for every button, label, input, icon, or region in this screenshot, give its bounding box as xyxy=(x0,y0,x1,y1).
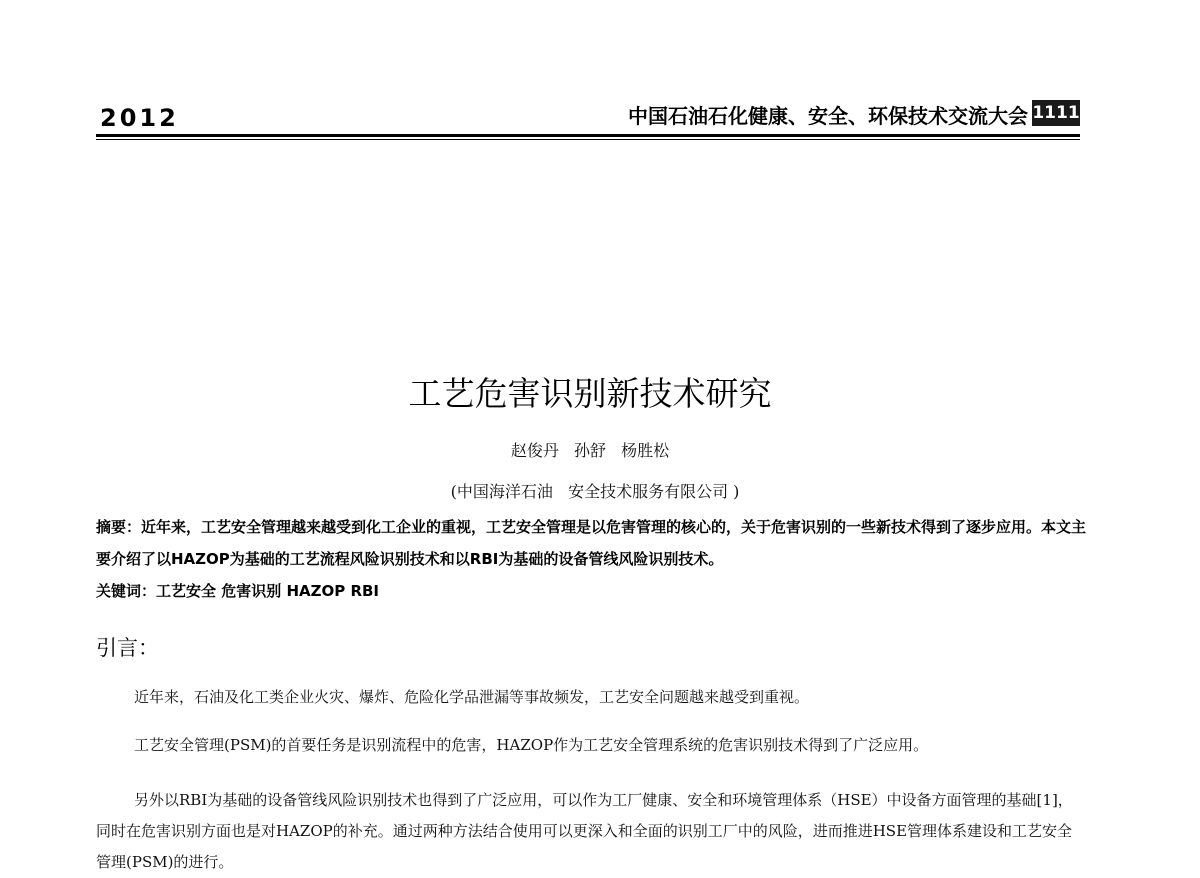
paragraph-2: 工艺安全管理(PSM)的首要任务是识别流程中的危害，HAZOP作为工艺安全管理系统的危害识别技术得到了广泛应用。 xyxy=(134,736,929,754)
article-title: 工艺危害识别新技术研究 xyxy=(408,374,772,413)
article-affiliation: (中国海洋石油 安全技术服务有限公司 ) xyxy=(450,482,740,501)
keywords-text: 关键词：工艺安全 危害识别 HAZOP RBI xyxy=(96,582,380,600)
header-rule-thick xyxy=(96,134,1080,137)
header-year: 2012 xyxy=(100,104,179,132)
page-header xyxy=(96,96,1080,136)
header-conference-title: 中国石油石化健康、安全、环保技术交流大会 xyxy=(628,104,1028,128)
article-authors: 赵俊丹 孙舒 杨胜松 xyxy=(510,441,670,460)
paragraph-1: 近年来，石油及化工类企业火灾、爆炸、危险化学品泄漏等事故频发，工艺安全问题越来越受到重视。 xyxy=(134,688,810,706)
abstract-block xyxy=(96,511,1086,607)
abstract-text: 摘要：近年来，工艺安全管理越来越受到化工企业的重视，工艺安全管理是以危害管理的核心的，关于危害识别的一些新技术得到了逐步应用。本文主要介绍了以HAZOP为基础的工艺流程风险识别技术和以RBI为基础的设备管线风险识别技术。 xyxy=(96,518,1087,568)
intro-heading: 引言： xyxy=(96,636,159,660)
header-rule-thin xyxy=(96,139,1080,140)
paragraph-3: 另外以RBI为基础的设备管线风险识别技术也得到了广泛应用，可以作为工厂健康、安全和环境管理体系（HSE）中设备方面管理的基础[1]，同时在危害识别方面也是对HAZOP的补充。通过两种方法结合使用可以更深入和全面的识别工厂中的风险，进而推进HSE管理体系建设和工艺安全管理(PSM)的进行。 xyxy=(96,791,1073,871)
header-page-number: 1111 xyxy=(1032,100,1080,126)
